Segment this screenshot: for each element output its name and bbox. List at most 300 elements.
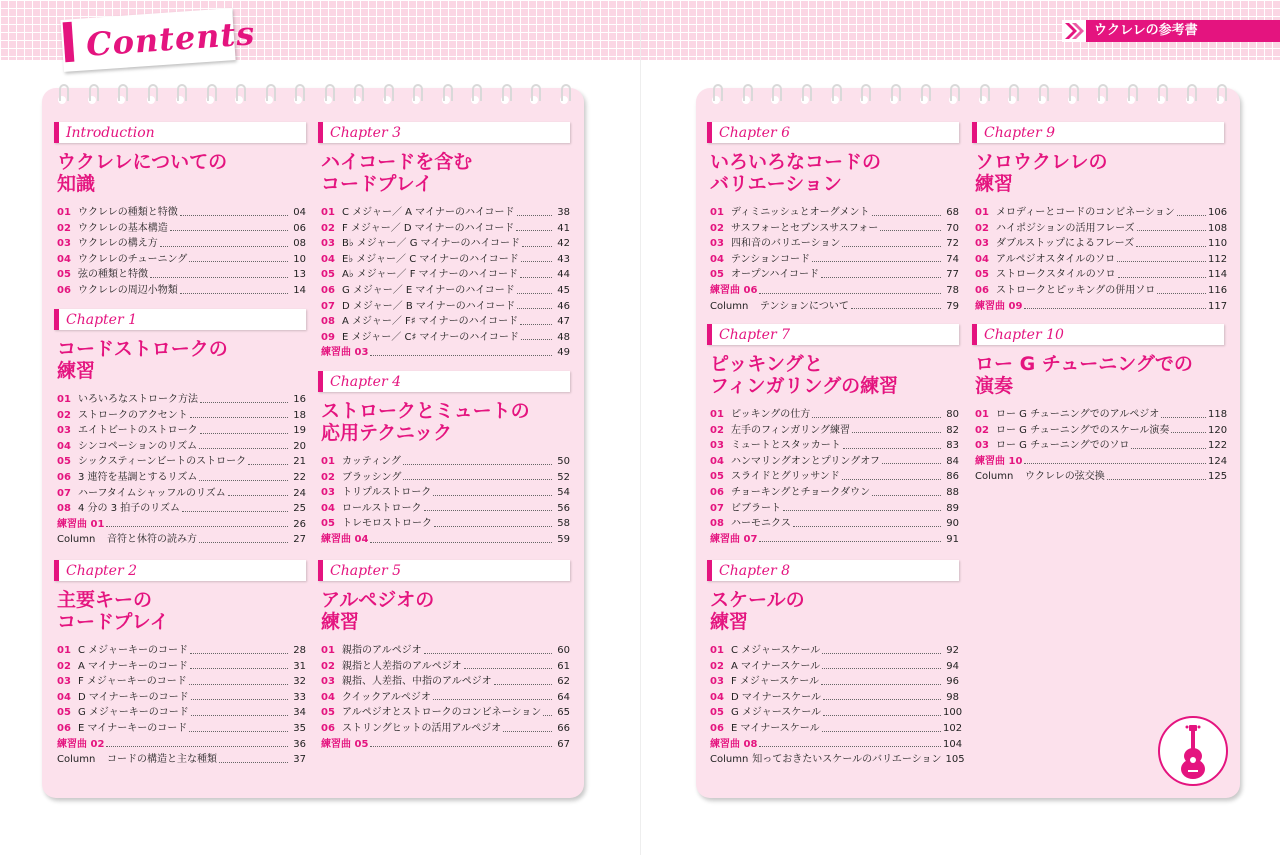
- dot-leader: [170, 221, 288, 232]
- dot-leader: [189, 674, 288, 685]
- entry-title: D メジャー／ B マイナーのハイコード: [342, 300, 516, 312]
- chapter-title: ストロークとミュートの 応用テクニック: [321, 400, 530, 444]
- binder-ring: [1128, 84, 1138, 101]
- toc-entry[interactable]: [54, 408, 306, 424]
- dot-leader: [1157, 283, 1206, 294]
- column-entry[interactable]: [54, 532, 306, 548]
- practice-song-entry[interactable]: [972, 299, 1228, 315]
- entry-page: 106: [1208, 207, 1228, 218]
- entry-page: 56: [557, 502, 570, 514]
- toc-entry[interactable]: [54, 501, 306, 517]
- binder-ring: [1217, 84, 1227, 101]
- entry-page: 27: [293, 534, 306, 546]
- entry-page: 08: [293, 238, 306, 250]
- dot-leader: [1161, 407, 1206, 418]
- binder-ring: [207, 84, 217, 101]
- toc-entry[interactable]: [318, 252, 570, 268]
- toc-entry[interactable]: [707, 469, 959, 485]
- chapter-label-tab: [318, 122, 570, 143]
- entry-title: ウクレレのチューニング: [78, 253, 188, 265]
- chapter-title: いろいろなコードの バリエーション: [710, 151, 882, 195]
- binder-ring: [443, 84, 453, 101]
- toc-entry[interactable]: [707, 721, 963, 737]
- contents-title: Contents: [84, 14, 257, 64]
- entry-page: 110: [1208, 238, 1228, 250]
- entry-title: 4 分の 3 拍子のリズム: [78, 503, 181, 515]
- chapter-label-tab: [318, 371, 570, 392]
- entry-title: C メジャーキーのコード: [78, 645, 188, 656]
- chapter-label-tab: [54, 309, 306, 330]
- dot-leader: [182, 501, 288, 512]
- dot-leader: [191, 690, 288, 701]
- chapter-label: Chapter 6: [719, 125, 790, 141]
- toc-entry[interactable]: [707, 516, 959, 532]
- toc-entry[interactable]: [318, 314, 570, 330]
- binder-ring: [561, 84, 571, 101]
- dot-leader: [106, 737, 288, 748]
- toc-entry[interactable]: [972, 438, 1228, 454]
- toc-entry[interactable]: [54, 392, 306, 408]
- entry-page: 59: [557, 533, 570, 545]
- column-entry[interactable]: [54, 752, 306, 768]
- entry-title: ダブルストップによるフレーズ: [996, 238, 1135, 250]
- binder-ring: [921, 84, 931, 101]
- toc-entry[interactable]: [318, 330, 570, 346]
- entry-title: カッティング: [342, 456, 401, 467]
- dot-leader: [199, 439, 288, 450]
- entry-title: A マイナーキーのコード: [78, 660, 188, 672]
- entry-page: 52: [557, 471, 570, 483]
- entry-title: ストロークのアクセント: [78, 409, 188, 421]
- chapter-label-bar: [54, 309, 59, 330]
- column-entry[interactable]: [972, 469, 1228, 485]
- toc-entry[interactable]: [54, 454, 306, 470]
- entry-number: 03: [321, 487, 335, 499]
- toc-entry[interactable]: [972, 423, 1228, 439]
- toc-entry[interactable]: [318, 721, 570, 737]
- toc-entry[interactable]: [318, 236, 570, 252]
- binder-ring: [89, 84, 99, 101]
- dot-leader: [199, 470, 288, 481]
- entry-number: 練習曲 09: [975, 300, 1023, 312]
- toc-entry[interactable]: [972, 236, 1228, 252]
- entry-title: E マイナーキーのコード: [78, 722, 188, 734]
- toc-entry[interactable]: [54, 252, 306, 268]
- toc-entry[interactable]: [972, 221, 1228, 237]
- toc-entry[interactable]: [54, 721, 306, 737]
- toc-entry[interactable]: [318, 205, 570, 221]
- toc-entry[interactable]: [54, 283, 306, 299]
- chapter-label-bar: [707, 122, 712, 143]
- chapter-item-list: [54, 392, 306, 548]
- toc-entry[interactable]: [707, 407, 959, 423]
- toc-entry[interactable]: [972, 407, 1228, 423]
- dot-leader: [822, 721, 941, 732]
- dot-leader: [517, 299, 552, 310]
- entry-number: 01: [710, 207, 724, 218]
- entry-number: 08: [710, 518, 724, 530]
- toc-entry[interactable]: [707, 438, 959, 454]
- entry-title: トリプルストローク: [342, 487, 432, 499]
- dot-leader: [1177, 205, 1206, 216]
- toc-entry[interactable]: [54, 705, 306, 721]
- toc-entry[interactable]: [707, 674, 959, 690]
- entry-number: 04: [710, 455, 724, 467]
- chapter-item-list: [707, 407, 959, 547]
- entry-title: コードの構造と主な種類: [107, 754, 217, 766]
- entry-title: ハーモニクス: [731, 518, 791, 530]
- binder-ring: [295, 84, 305, 101]
- entry-number: 05: [57, 456, 71, 468]
- dot-leader: [793, 516, 941, 527]
- entry-title: ロー G チューニングでのスケール演奏: [996, 424, 1170, 436]
- toc-entry[interactable]: [54, 690, 306, 706]
- dot-leader: [822, 659, 941, 670]
- entry-title: ハーフタイムシャッフルのリズム: [78, 487, 226, 499]
- dot-leader: [522, 236, 552, 247]
- dot-leader: [843, 438, 941, 449]
- entry-page: 33: [293, 691, 306, 703]
- entry-page: 66: [557, 722, 570, 734]
- entry-title: チョーキングとチョークダウン: [731, 486, 871, 498]
- binder-ring: [802, 84, 812, 101]
- chapter-label-tab: [972, 324, 1224, 345]
- entry-title: A♭ メジャー／ F マイナーのハイコード: [342, 269, 519, 281]
- binder-ring: [354, 84, 364, 101]
- dot-leader: [228, 486, 288, 497]
- entry-title: ブラッシング: [342, 471, 402, 483]
- entry-page: 25: [293, 503, 306, 515]
- dot-leader: [1136, 236, 1206, 247]
- entry-number: 05: [57, 707, 71, 719]
- entry-title: シンコペーションのリズム: [78, 440, 198, 452]
- practice-song-entry[interactable]: [707, 283, 959, 299]
- binder-ring: [502, 84, 512, 101]
- entry-page: 74: [946, 253, 959, 265]
- entry-number: 04: [57, 691, 71, 703]
- entry-title: F メジャー／ D マイナーのハイコード: [342, 222, 515, 234]
- toc-entry[interactable]: [54, 423, 306, 439]
- dot-leader: [823, 705, 941, 716]
- chapter-item-list: [54, 205, 306, 299]
- dot-leader: [190, 408, 288, 419]
- entry-page: 84: [946, 455, 959, 467]
- toc-entry[interactable]: [318, 501, 570, 517]
- binder-ring: [832, 84, 842, 101]
- chapter-label: Chapter 4: [330, 374, 401, 390]
- toc-entry[interactable]: [318, 485, 570, 501]
- dot-leader: [180, 205, 288, 216]
- binder-ring: [1039, 84, 1049, 101]
- entry-title: テンションコード: [731, 253, 811, 265]
- practice-song-entry[interactable]: [54, 517, 306, 533]
- binder-rings-right: [696, 84, 1240, 104]
- entry-number: 02: [975, 424, 989, 436]
- entry-page: 48: [557, 331, 570, 343]
- chapter-item-list: [972, 407, 1228, 485]
- dot-leader: [503, 721, 552, 732]
- entry-page: 04: [293, 207, 306, 218]
- entry-page: 19: [293, 425, 306, 437]
- entry-number: 04: [975, 253, 989, 265]
- entry-number: 05: [321, 269, 335, 281]
- entry-page: 06: [293, 222, 306, 234]
- dot-leader: [759, 532, 941, 543]
- entry-title: 親指、人差指、中指のアルペジオ: [342, 676, 492, 688]
- entry-title: 左手のフィンガリング練習: [731, 424, 850, 436]
- toc-entry[interactable]: [707, 252, 959, 268]
- entry-page: 54: [557, 487, 570, 499]
- toc-entry[interactable]: [318, 267, 570, 283]
- binder-ring: [266, 84, 276, 101]
- chapter-title: ピッキングと フィンガリングの練習: [710, 353, 899, 397]
- entry-page: 14: [293, 284, 306, 296]
- toc-entry[interactable]: [707, 267, 959, 283]
- entry-title: ピッキングの仕方: [731, 409, 811, 420]
- chapter-label-tab: [972, 122, 1224, 143]
- entry-title: ウクレレの弦交換: [1025, 471, 1105, 483]
- toc-entry[interactable]: [972, 252, 1228, 268]
- column-entry[interactable]: [707, 752, 965, 768]
- chapter-section: [707, 122, 959, 314]
- dot-leader: [464, 659, 552, 670]
- entry-title: ロー G チューニングでのソロ: [996, 440, 1130, 452]
- entry-number: 01: [975, 409, 989, 420]
- practice-song-entry[interactable]: [707, 532, 959, 548]
- entry-number: 02: [710, 660, 724, 672]
- entry-number: 06: [57, 284, 71, 296]
- toc-entry[interactable]: [318, 643, 570, 659]
- dot-leader: [520, 267, 552, 278]
- chapter-label: Chapter 8: [719, 563, 790, 579]
- dot-leader: [842, 236, 941, 247]
- entry-title: サスフォーとセブンスサスフォー: [731, 222, 879, 234]
- entry-number: Column: [710, 754, 749, 766]
- chapter-label: Chapter 2: [66, 563, 137, 579]
- toc-entry[interactable]: [318, 705, 570, 721]
- entry-title: D マイナースケール: [731, 691, 821, 703]
- entry-page: 28: [293, 645, 306, 656]
- toc-entry[interactable]: [318, 454, 570, 470]
- toc-entry[interactable]: [54, 659, 306, 675]
- dot-leader: [189, 252, 288, 263]
- chapter-section: [318, 371, 570, 548]
- dot-leader: [872, 205, 942, 216]
- entry-title: C メジャー／ A マイナーのハイコード: [342, 207, 515, 218]
- chapter-label-bar: [318, 371, 323, 392]
- entry-page: 83: [946, 440, 959, 452]
- binder-ring: [743, 84, 753, 101]
- toc-entry[interactable]: [54, 221, 306, 237]
- chapter-section: [54, 560, 306, 768]
- chapter-item-list: [707, 205, 959, 314]
- toc-entry[interactable]: [54, 643, 306, 659]
- entry-title: ディミニッシュとオーグメント: [731, 207, 870, 218]
- chapter-item-list: [707, 643, 965, 768]
- dot-leader: [882, 454, 941, 465]
- entry-number: 練習曲 03: [321, 347, 369, 359]
- entry-number: 04: [710, 253, 724, 265]
- toc-entry[interactable]: [707, 485, 959, 501]
- dot-leader: [106, 517, 288, 528]
- entry-page: 86: [946, 471, 959, 483]
- entry-number: Column: [57, 534, 96, 546]
- dot-leader: [821, 267, 941, 278]
- entry-number: 06: [321, 722, 335, 734]
- entry-page: 70: [946, 222, 959, 234]
- toc-entry[interactable]: [707, 501, 959, 517]
- toc-entry[interactable]: [54, 439, 306, 455]
- dot-leader: [433, 485, 552, 496]
- chapter-label: Chapter 3: [330, 125, 401, 141]
- entry-title: ウクレレの構え方: [78, 238, 158, 250]
- toc-entry[interactable]: [707, 423, 959, 439]
- toc-entry[interactable]: [318, 299, 570, 315]
- toc-entry[interactable]: [972, 283, 1228, 299]
- dot-leader: [370, 532, 552, 543]
- entry-page: 43: [557, 253, 570, 265]
- entry-page: 102: [943, 722, 963, 734]
- entry-number: 03: [321, 676, 335, 688]
- entry-title: アルペジオとストロークのコンビネーション: [342, 707, 542, 719]
- entry-page: 89: [946, 502, 959, 514]
- entry-page: 120: [1208, 424, 1228, 436]
- toc-entry[interactable]: [54, 674, 306, 690]
- toc-entry[interactable]: [54, 236, 306, 252]
- chapter-section: [54, 122, 306, 299]
- dot-leader: [160, 236, 288, 247]
- toc-entry[interactable]: [318, 516, 570, 532]
- entry-number: 02: [321, 222, 335, 234]
- entry-page: 36: [293, 738, 306, 750]
- dot-leader: [812, 407, 941, 418]
- toc-entry[interactable]: [54, 267, 306, 283]
- practice-song-entry[interactable]: [318, 737, 570, 753]
- entry-title: ウクレレの基本構造: [78, 222, 168, 234]
- entry-page: 13: [293, 269, 306, 281]
- dot-leader: [1117, 252, 1206, 263]
- entry-title: ストロークスタイルのソロ: [996, 269, 1116, 281]
- practice-song-entry[interactable]: [707, 737, 963, 753]
- binder-ring: [772, 84, 782, 101]
- entry-page: 42: [557, 238, 570, 250]
- dot-leader: [191, 705, 288, 716]
- entry-page: 112: [1208, 253, 1228, 265]
- entry-number: 02: [321, 471, 335, 483]
- entry-page: 117: [1208, 300, 1228, 312]
- entry-number: 01: [321, 456, 335, 467]
- column-entry[interactable]: [707, 299, 959, 315]
- toc-entry[interactable]: [707, 659, 959, 675]
- toc-entry[interactable]: [707, 236, 959, 252]
- entry-number: 08: [57, 503, 71, 515]
- toc-entry[interactable]: [707, 705, 963, 721]
- chapter-label-tab: [318, 560, 570, 581]
- entry-page: 24: [293, 487, 306, 499]
- entry-page: 92: [946, 645, 959, 656]
- dot-leader: [200, 392, 288, 403]
- dot-leader: [880, 221, 941, 232]
- entry-number: 01: [321, 207, 335, 218]
- toc-entry[interactable]: [318, 470, 570, 486]
- entry-page: 47: [557, 316, 570, 328]
- entry-number: 02: [321, 660, 335, 672]
- entry-number: 05: [710, 269, 724, 281]
- binder-ring: [531, 84, 541, 101]
- entry-page: 37: [293, 754, 306, 766]
- entry-title: 四和音のバリエーション: [731, 238, 841, 250]
- dot-leader: [1024, 299, 1206, 310]
- chapter-label: Chapter 7: [719, 327, 790, 343]
- toc-entry[interactable]: [318, 659, 570, 675]
- entry-title: B♭ メジャー／ G マイナーのハイコード: [342, 238, 521, 250]
- entry-page: 104: [943, 738, 963, 750]
- toc-entry[interactable]: [707, 205, 959, 221]
- entry-page: 49: [557, 347, 570, 359]
- entry-title: F メジャーキーのコード: [78, 676, 187, 688]
- toc-entry[interactable]: [54, 486, 306, 502]
- binder-ring: [177, 84, 187, 101]
- chapter-title: スケールの 練習: [710, 589, 805, 633]
- chapter-section: [972, 324, 1228, 485]
- entry-page: 46: [557, 300, 570, 312]
- binder-ring: [118, 84, 128, 101]
- dot-leader: [199, 532, 288, 543]
- chapter-title: ハイコードを含む コードプレイ: [321, 151, 473, 195]
- entry-number: 09: [321, 331, 335, 343]
- entry-title: ストロークとピッキングの併用ソロ: [996, 284, 1156, 296]
- dot-leader: [403, 454, 552, 465]
- entry-number: 練習曲 10: [975, 455, 1023, 467]
- toc-entry[interactable]: [318, 690, 570, 706]
- entry-title: オープンハイコード: [731, 269, 819, 281]
- entry-number: 06: [710, 486, 724, 498]
- dot-leader: [424, 643, 552, 654]
- toc-entry[interactable]: [318, 674, 570, 690]
- toc-entry[interactable]: [707, 221, 959, 237]
- toc-entry[interactable]: [972, 267, 1228, 283]
- toc-entry[interactable]: [707, 454, 959, 470]
- practice-song-entry[interactable]: [972, 454, 1228, 470]
- entry-title: E♭ メジャー／ C マイナーのハイコード: [342, 253, 519, 265]
- toc-entry[interactable]: [707, 690, 959, 706]
- binder-ring: [950, 84, 960, 101]
- chapter-label-tab: [707, 122, 959, 143]
- entry-number: 02: [57, 409, 71, 421]
- entry-number: 04: [57, 440, 71, 452]
- entry-number: 04: [57, 253, 71, 265]
- entry-page: 41: [557, 222, 570, 234]
- practice-song-entry[interactable]: [318, 345, 570, 361]
- entry-page: 60: [557, 645, 570, 656]
- practice-song-entry[interactable]: [318, 532, 570, 548]
- dot-leader: [190, 659, 288, 670]
- toc-entry[interactable]: [318, 221, 570, 237]
- toc-entry[interactable]: [54, 205, 306, 221]
- toc-entry[interactable]: [318, 283, 570, 299]
- toc-entry[interactable]: [972, 205, 1228, 221]
- binder-ring: [472, 84, 482, 101]
- entry-number: Column: [57, 754, 96, 766]
- practice-song-entry[interactable]: [54, 737, 306, 753]
- toc-entry[interactable]: [54, 470, 306, 486]
- entry-number: 練習曲 01: [57, 518, 105, 530]
- entry-number: 06: [710, 722, 724, 734]
- entry-page: 31: [293, 660, 306, 672]
- entry-title: C メジャースケール: [731, 645, 821, 656]
- entry-number: 03: [57, 425, 71, 437]
- toc-entry[interactable]: [707, 643, 959, 659]
